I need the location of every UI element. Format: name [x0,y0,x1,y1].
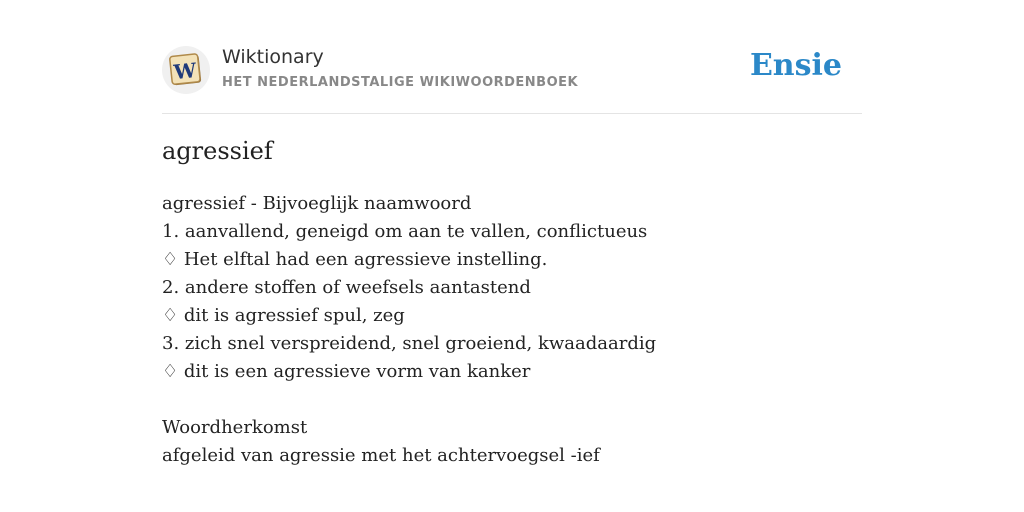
example-line: ♢ Het elftal had een agressieve instelling. [162,249,548,270]
header-divider [162,113,862,114]
example-line: ♢ dit is agressief spul, zeg [162,305,405,326]
definition-line: 3. zich snel verspreidend, snel groeiend, kwaadaardig [162,333,657,354]
example-line: ♢ dit is een agressieve vorm van kanker [162,361,531,382]
entry-heading-line: agressief - Bijvoeglijk naamwoord [162,193,472,214]
site-name[interactable]: Wiktionary [222,46,324,68]
site-tagline: HET NEDERLANDSTALIGE WIKIWOORDENBOEK [222,75,579,90]
definition-line: 1. aanvallend, geneigd om aan te vallen, conflictueus [162,221,648,242]
svg-text:W: W [172,57,198,85]
brand-logo[interactable]: Ensie [749,48,842,83]
etymology-text: afgeleid van agressie met het achtervoegsel -ief [162,445,600,466]
wiktionary-logo-icon[interactable] [162,46,210,94]
site-header [162,44,862,114]
spacer [162,386,862,414]
page-title: agressief [162,137,273,165]
etymology-heading: Woordherkomst [162,417,308,438]
entry-content [162,190,862,470]
definition-line: 2. andere stoffen of weefsels aantastend [162,277,531,298]
